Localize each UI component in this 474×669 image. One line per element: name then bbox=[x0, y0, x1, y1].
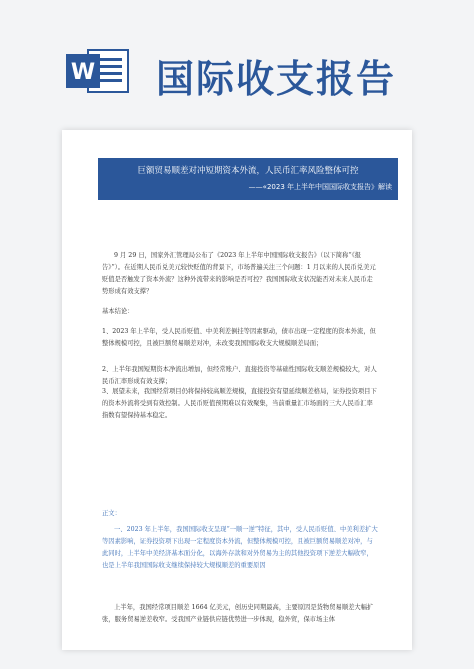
banner-headline: 巨额贸易顺差对冲短期资本外流，人民币汇率风险整体可控 bbox=[137, 166, 359, 176]
conclusion-item-1: 1、2023 年上半年，受人民币贬值、中美利差倒挂等因素驱动，债市出现一定程度的资本外流，但整体规模可控，且被巨额贸易顺差对冲，未改变我国国际收支大规模顺差局面； bbox=[102, 328, 376, 347]
word-letter: W bbox=[70, 60, 96, 85]
conclusion-heading: 基本结论： bbox=[102, 308, 134, 315]
section-one-paragraph: 一、2023 年上半年，我国国际收支呈现“一顺一逆”特征，其中，受人民币贬值、中美利差扩大等因素影响，证券投资项下出现一定程度资本外流，但整体规模可控，且被巨额贸易顺差对冲，与此同时，上半年中美经济基本面分化，以海外存款和对外贸易为主的其他投资项下逆差大幅收窄，也是上半年我国国际收支继续保持较大规模顺差的重要原因 bbox=[102, 526, 378, 569]
current-account-paragraph: 上半年，我国经常项目顺差 1664 亿美元，创历史同期最高，主要原因是货物贸易顺差大幅扩张，服务贸易逆差收窄。受我国产业链供应链优势进一步体现，稳外贸，保市场主体 bbox=[102, 604, 374, 623]
banner-subtitle: ——«2023 年上半年中国国际收支报告》解读 bbox=[248, 183, 392, 191]
conclusion-item-3: 3、展望未来，我国经常项目仍将保持较高顺差规模，直接投资有望延续顺差格局，证券投资项目下的资本外流将受到有效控制。人民币贬值预期难以有效聚集，当前重量汇市场面的三大人民币汇率指数有望保持基本稳定。 bbox=[102, 388, 377, 419]
intro-paragraph: 9 月 29 日，国家外汇管理局公布了《2023 年上半年中国国际收支报告》（以下简称“《报告》”）。在近期人民币兑美元较快贬值的背景下，市场普遍关注三个问题：1 月以来的人民币兑美元贬值是否触发了资本外流？这种外流带来的影响是否可控？我国国际收支状况能否对未来人民币走势形成有效支撑？ bbox=[102, 252, 376, 295]
word-app-icon bbox=[64, 46, 134, 96]
document-page bbox=[62, 130, 412, 650]
conclusion-item-2: 2、上半年我国短期资本净流出增加，但经常账户、直接投资等基础性国际收支顺差规模较大，对人民币汇率形成有效支撑； bbox=[102, 366, 377, 385]
header bbox=[0, 0, 474, 130]
title-banner bbox=[98, 158, 398, 200]
page-title: 国际收支报告 bbox=[156, 56, 397, 101]
main-text-heading: 正文： bbox=[102, 510, 121, 517]
